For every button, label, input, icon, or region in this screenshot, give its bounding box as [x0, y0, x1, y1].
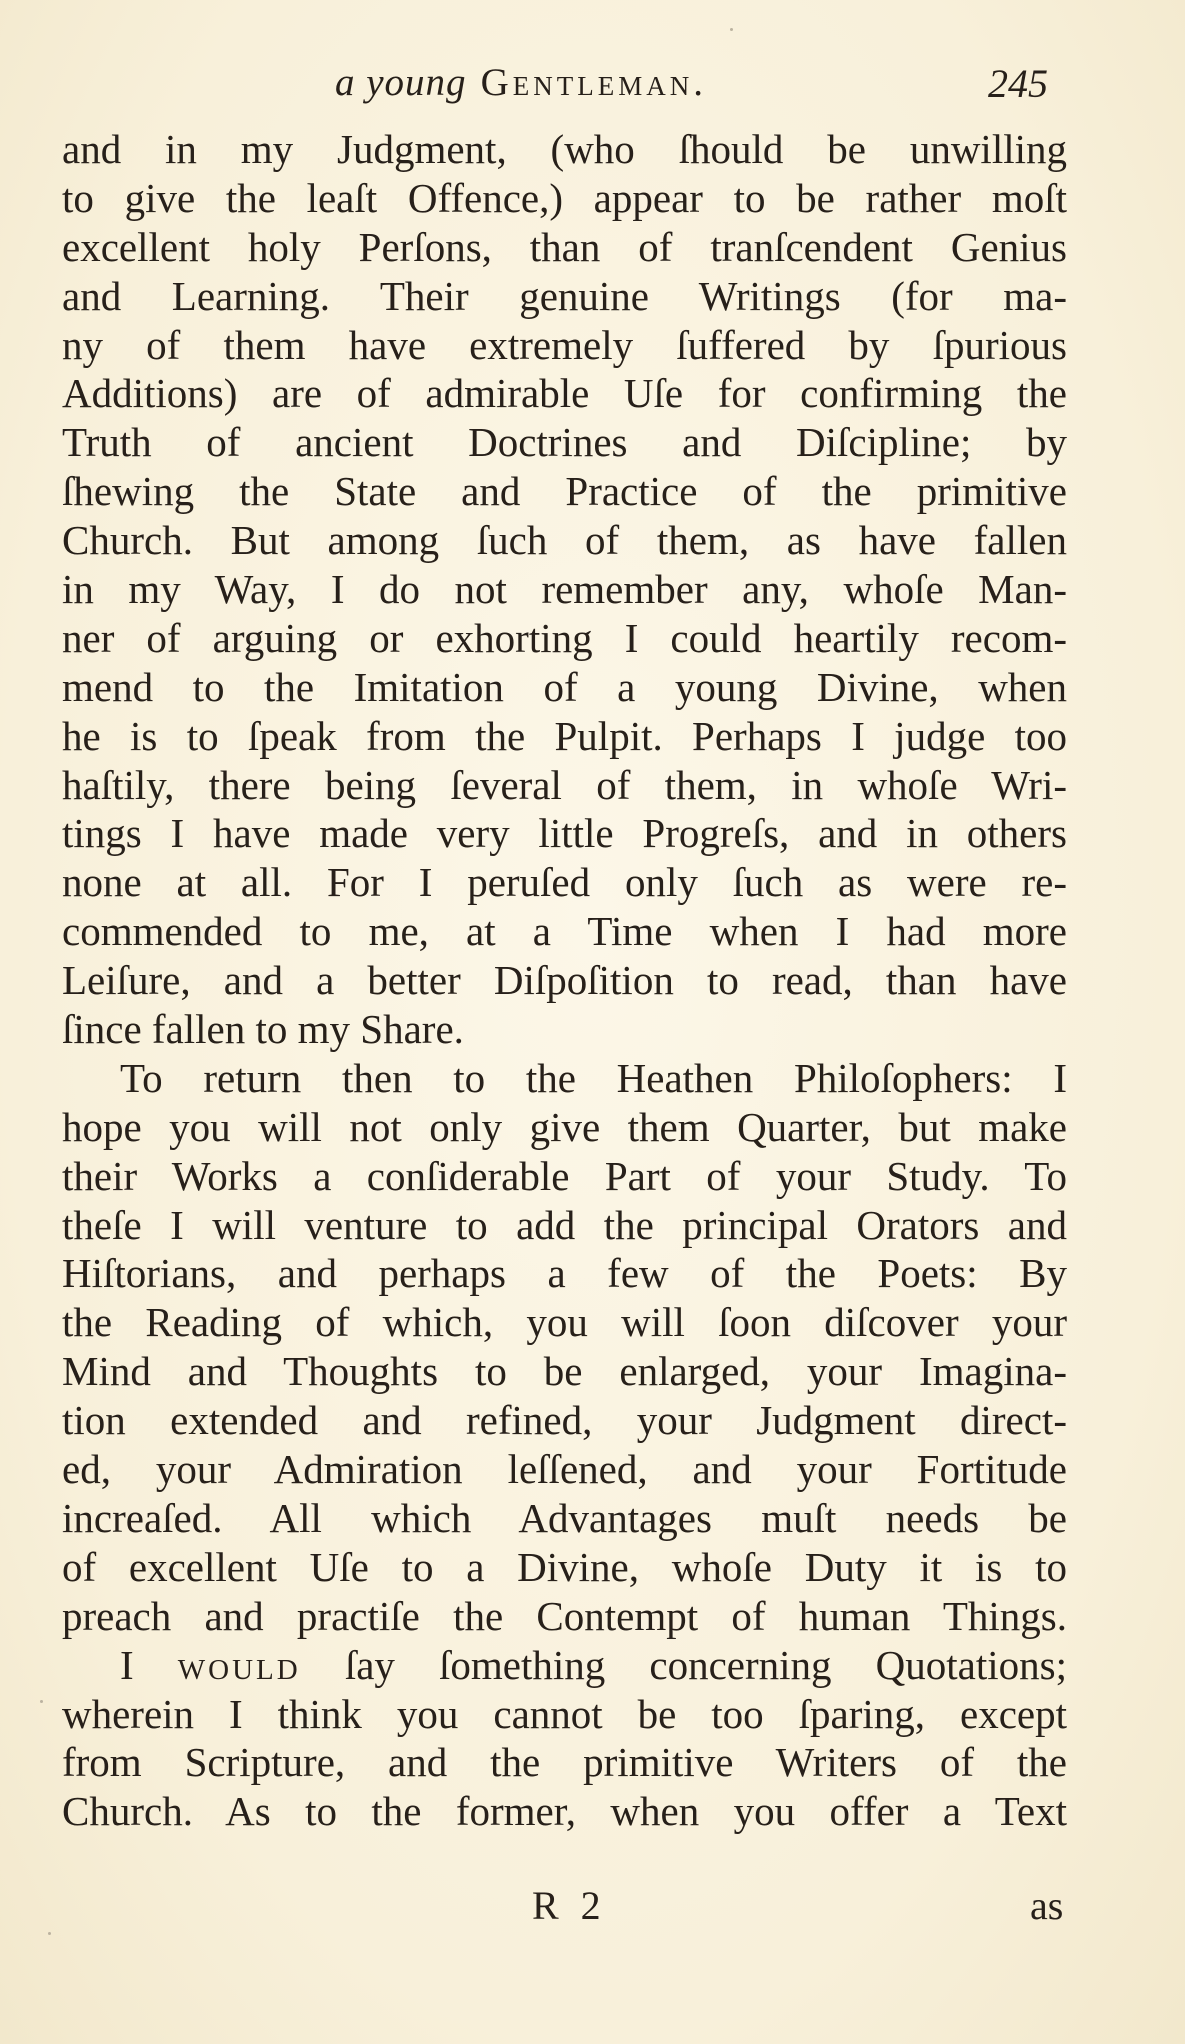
text-line: and Learning. Their genuine Writings (for ma- [62, 272, 1067, 319]
text-line: Mind and Thoughts to be enlarged, your Imagina- [62, 1348, 1067, 1395]
paper-speck [730, 28, 733, 31]
text-line: from Scripture, and the primitive Writers of the [62, 1739, 1067, 1786]
text-line: increaſed. All which Advantages muſt needs be [62, 1494, 1067, 1541]
signature-mark: R 2 [532, 1883, 607, 1928]
text-line: none at all. For I peruſed only ſuch as were re- [62, 859, 1067, 906]
text-line: tings I have made very little Progreſs, and in others [62, 810, 1067, 857]
text-line: Leiſure, and a better Diſpoſition to read, than have [62, 957, 1067, 1004]
text-line: he is to ſpeak from the Pulpit. Perhaps I judge too [62, 712, 1067, 759]
text-line-paragraph-start [62, 1641, 1067, 1690]
text-line: ny of them have extremely ſuffered by ſpurious [62, 321, 1067, 368]
text-line: theſe I will venture to add the principal Orators and [62, 1201, 1067, 1248]
page-number: 245 [988, 61, 1048, 106]
text-line: their Works a conſiderable Part of your Study. To [62, 1152, 1067, 1199]
text-line: Additions) are of admirable Uſe for confirming the [62, 370, 1067, 417]
text-line: wherein I think you cannot be too ſparing, except [62, 1690, 1067, 1737]
text-line: Church. But among ſuch of them, as have fallen [62, 517, 1067, 564]
quote-small-caps: would [177, 1641, 301, 1688]
body-text [62, 125, 1067, 1836]
text-line: ed, your Admiration leſſened, and your Fortitude [62, 1446, 1067, 1493]
text-line: commended to me, at a Time when I had more [62, 908, 1067, 955]
text-line: in my Way, I do not remember any, whoſe Man- [62, 566, 1067, 613]
text-line: preach and practiſe the Contempt of human Things. [62, 1592, 1067, 1639]
text-line: to give the leaſt Offence,) appear to be rather moſt [62, 174, 1067, 221]
text-line: tion extended and refined, your Judgment direct- [62, 1397, 1067, 1444]
text-line: mend to the Imitation of a young Divine, when [62, 663, 1067, 710]
text-line: ner of arguing or exhorting I could heartily recom- [62, 614, 1067, 661]
text-line: Hiſtorians, and perhaps a few of the Poets: By [62, 1250, 1067, 1297]
running-title-italic: a young [335, 61, 467, 104]
text-line: and in my Judgment, (who ſhould be unwilling [62, 126, 1067, 172]
quote-rest: ſay ſomething concerning Quotations; [300, 1641, 1067, 1688]
running-header [335, 60, 707, 105]
text-line: Church. As to the former, when you offer a Text [62, 1788, 1067, 1835]
text-line-paragraph-start: To return then to the Heathen Philoſophers: I [120, 1054, 1067, 1101]
running-title-caps: Gentleman. [480, 61, 707, 104]
paper-speck [48, 1932, 51, 1935]
text-line: ſince fallen to my Share. [62, 1006, 464, 1053]
text-line: Truth of ancient Doctrines and Diſcipline; by [62, 419, 1067, 466]
text-line: of excellent Uſe to a Divine, whoſe Duty it is to [62, 1543, 1067, 1590]
text-line: excellent holy Perſons, than of tranſcendent Genius [62, 223, 1067, 270]
text-line: hope you will not only give them Quarter, but make [62, 1103, 1067, 1150]
paper-speck [40, 1700, 43, 1703]
text-line: ſhewing the State and Practice of the primitive [62, 468, 1067, 515]
catchword: as [1030, 1883, 1064, 1928]
text-line: haſtily, there being ſeveral of them, in whoſe Wri- [62, 761, 1067, 808]
quote-start: I [120, 1641, 134, 1688]
text-line: the Reading of which, you will ſoon diſcover your [62, 1299, 1067, 1346]
